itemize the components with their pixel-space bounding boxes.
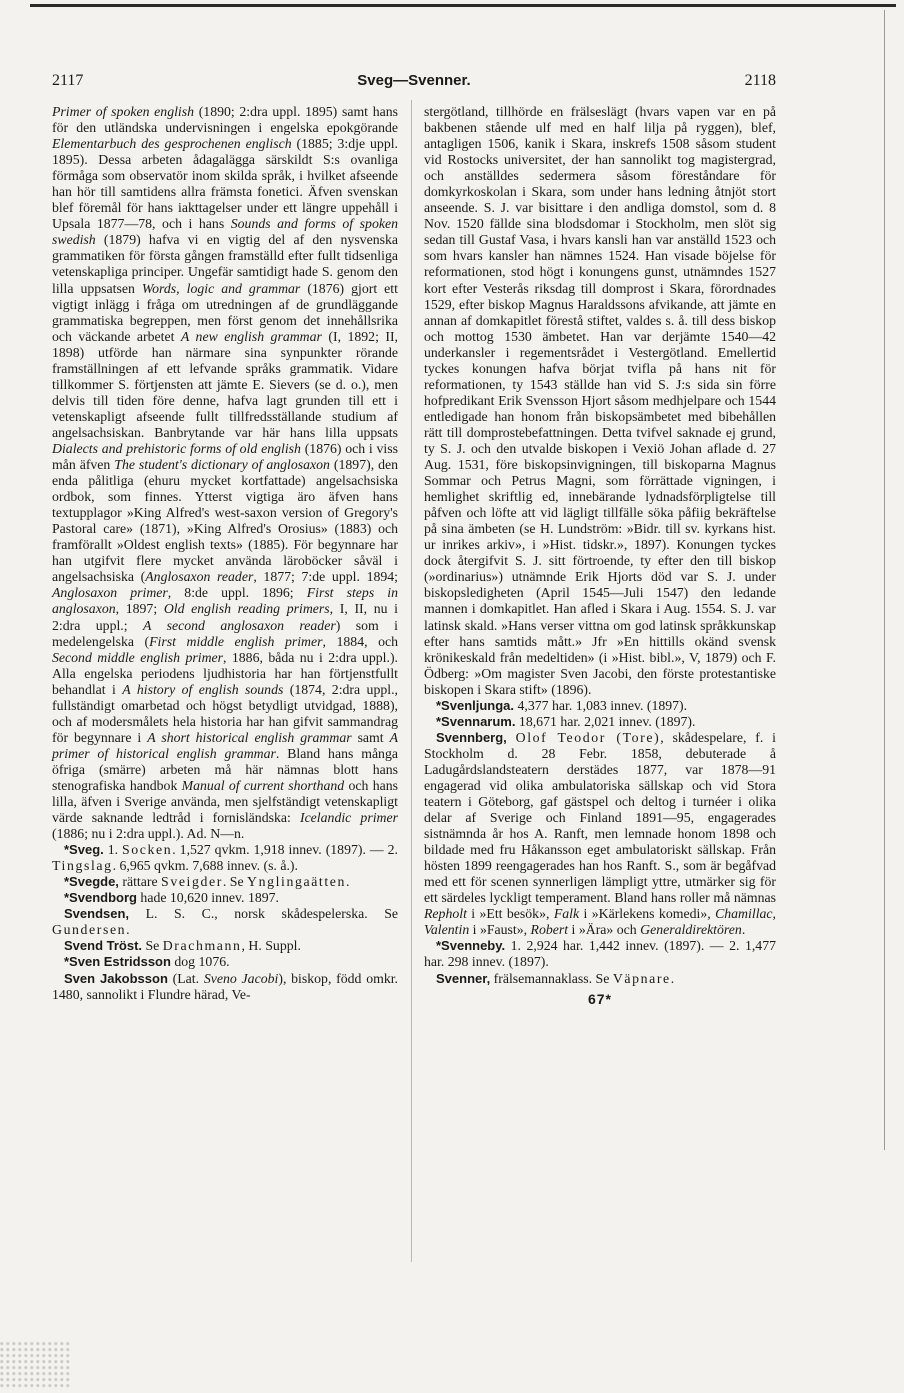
text-run: samt	[351, 729, 390, 745]
text-run: (Lat.	[167, 970, 204, 986]
italic-title: Old english reading primers	[163, 601, 330, 617]
text-run: stergötland, tillhörde en frälseslägt (hvars vapen var en på bakbenen stående ulf med en half lilja på ryggen), blef, antagligen 1506, kanik i Skara, inskrefs 1508 såsom student vid Rostocks universitet, der han sannolikt tog magistergrad, och anställdes sedermera såsom föreståndare för domkyrkoskolan i Skara, som under hans ledning åtnjöt stort anseende. S. J. var bisittare i den andliga domstol, som d. 8 Nov. 1520 fällde sina blodsdomar i Stockholm, men slöt sig sedan till Gustaf Vasa, i hvars kansli han var anställd 1523 och som hvars kansler han nämnes 1524. Han visade böjelse för reformationen, stod högt i konungens gunst, utnämndes 1527 kort efter Vesterås riksdag till domprost i Skara, förordnades 1529, efter biskop Magnus Haraldssons afvikande, att jämte en annan af domkapitlet förestå stiftet, valdes s. å. till dess biskop och mottog 1530 ämbetet. Han var derjämte 1540—42 underkansler i regementsrådet i Vestergötland. Emellertid tyckes konungen hafva börjat tvifla på hans nit för reformationen, ty 1543 ställde han vid S. J:s sida sin förre hofpredikant Erik Svensson Hjort såsom medhjelpare och 1544 entledigade han honom från biskopsämbetet med bibehållen rätt till domprostebefattningen. Detta tvifvel saknade ej grund, ty S. J. och den utvalde biskopen i Vexiö Johan aflade d. 27 Aug. 1531, före biskopsinvigningen, till biskoparna Magnus Sommar och Petrus Magni, som förrättade vigningen, i hemlighet skriftlig ed, innebärande lydnadsförpligtelse till påfven och löfte att vid lägligt tillfälle söka påfiig bekräftelse på sina ämbeten (se H. Lundström: »Bidr. till sv. kyrkans hist. ur inrikes arkiv», i »Hist. tidskr.», 1897). Konungen tyckes dock återgifvit S. J. sitt förtroende, ty efter den till biskop (»ordinarius») utnämnde Erik Hjorts död var S. J. under biskopsledigheten (April 1545—Juli 1547) den ledande mannen i domkapitlet. Han afled i Skara i Aug. 1554. S. J. var latinsk skald. »Hans verser vittna om god latinsk språkkunskap efter hans samtids mått.» Jfr »En hittills okänd svensk krönikeskald från medeltiden» (i »Hist. bibl.», V, 1879) och F. Ödberg: »Om magister Sven Jacobi, den förste protestantiske biskopen i Skara stift» (1896).	[424, 104, 776, 697]
text-run: i »Ära» och	[568, 922, 641, 938]
entry-headword: Sven Jakobsson	[64, 970, 168, 986]
spaced-name: Tingslag	[52, 858, 113, 874]
entry-headword: *Svendborg	[64, 890, 137, 906]
text-run: Se	[142, 938, 163, 954]
italic-title: First middle english primer	[149, 633, 323, 649]
printer-signature: 67*	[587, 990, 613, 1007]
text-run: i »Ett besök»,	[466, 906, 554, 922]
running-title: Sveg—Svenner.	[357, 72, 471, 89]
dictionary-entry	[52, 938, 398, 954]
text-run: .	[346, 874, 350, 890]
text-run: L. S. C., norsk skådespelerska. Se	[129, 906, 398, 922]
page-edge-rule	[884, 10, 885, 1150]
continued-paragraph	[52, 104, 398, 842]
text-run: , 1877; 7:de uppl. 1894;	[253, 569, 398, 585]
right-column	[424, 104, 776, 1007]
text-run: , 1884, och	[322, 633, 398, 649]
italic-title: Robert	[530, 922, 569, 938]
italic-title: Primer of spoken english	[52, 104, 195, 119]
italic-title: Elementarbuch des gesprochenen englisch	[52, 136, 292, 152]
italic-title: Anglosaxon primer	[52, 585, 168, 601]
dictionary-entry	[52, 954, 398, 970]
scan-speckle	[0, 1340, 70, 1390]
text-run: , 1897;	[115, 601, 164, 617]
spaced-name: Olof Teodor (Tore)	[515, 729, 661, 745]
text-run: . Se	[222, 874, 248, 890]
italic-title: Words, logic and grammar	[141, 280, 301, 296]
italic-title: Anglosaxon reader	[145, 569, 254, 585]
top-rule	[30, 4, 896, 7]
italic-title: The student's dictionary of anglosaxon	[114, 457, 330, 473]
italic-title: First steps in anglosaxon	[52, 585, 398, 617]
dictionary-entry	[52, 971, 398, 1003]
italic-title: Dialects and prehistoric forms of old english	[52, 440, 301, 456]
text-run: .	[741, 922, 746, 938]
italic-title: Second middle english primer	[52, 649, 224, 665]
italic-title: A short historical english grammar	[147, 729, 352, 745]
page-number-left: 2117	[52, 72, 84, 89]
text-run: . 1,527 qvkm. 1,918 innev. (1897). — 2.	[172, 842, 398, 858]
text-run: 1. 2,924 har. 1,442 innev. (1897). — 2. 1,477 har. 298 innev. (1897).	[424, 938, 776, 970]
entry-headword: Svend Tröst.	[64, 938, 143, 954]
text-run: ) som i medelengelska (	[52, 617, 398, 649]
text-run: . Bland hans många öfriga (smärre) arbeten må här nämnas blott hans stenografiska handbok	[52, 745, 398, 793]
dictionary-entry	[52, 874, 398, 890]
text-run: (1874, 2:dra uppl., fullständigt omarbetad och högst betydligt utvidgad, 1888), och af modersmålets hela historia har han gifvit sammandrag för begynnare i	[52, 681, 398, 745]
spaced-name: Väpnare	[612, 970, 671, 986]
text-run: (I, 1892; II, 1898) utförde han närmare sina synpunkter rörande framställningen af ett lefvande språks grammatik. Vidare tillkommer S. förtjensten att jämte E. Sievers (se d. o.), men delvis till tiden före denne, hafva lagt grunden till ett i vetenskapligt afseende fullt tillfredsställande studium af angelsachsiskan. Banbrytande var här hans lilla uppsats	[52, 328, 398, 440]
italic-title: Chamillac, Valentin	[424, 906, 776, 938]
text-run: frälsemannaklass. Se	[490, 970, 613, 986]
text-run: 1.	[103, 842, 123, 858]
text-run: (1876) gjort ett vigtigt inlägg i fråga om utredningen af de grundläggande grammatiska begreppen, men först genom det innehållsrika och väckande arbetet	[52, 280, 398, 344]
text-run: ), biskop, född omkr. 1480, sannolikt i Flundre härad, Ve-	[52, 970, 398, 1002]
entry-headword: *Svenljunga.	[436, 697, 515, 713]
left-column	[52, 104, 398, 1003]
italic-title: A primer of historical english grammar	[52, 729, 398, 761]
entry-headword: *Sveg.	[64, 842, 104, 858]
spaced-name: Socken	[122, 842, 173, 858]
dictionary-entry	[52, 842, 398, 874]
italic-title: Manual of current shorthand	[181, 777, 345, 793]
text-run: hade 10,620 innev. 1897.	[136, 890, 279, 906]
continued-paragraph	[424, 104, 776, 698]
italic-title: Sounds and forms of spoken swedish	[52, 216, 398, 248]
spaced-name: Ynglingaätten	[247, 874, 347, 890]
page-header	[52, 72, 776, 94]
text-run: , I, II, nu i 2:dra uppl.;	[52, 601, 399, 633]
italic-title: Generaldirektören	[640, 922, 742, 938]
dictionary-entry	[424, 971, 776, 987]
entry-headword: Svenner,	[436, 970, 491, 986]
text-run: , skådespelare, f. i Stockholm d. 28 Febr. 1858, debuterade å Ladugårdslandsteatern derstädes 1877, var 1878—91 engagerad vid olika ambulatoriska sällskap och vid Stora teatern i Göteborg, gaf gästspel och deltog i turnéer i olika delar af Sverige och Finland 1891—95, engagerades sistnämnda år hos A. Ranft, men lemnade honom 1898 och bildade med fru Håkansson eget ambulatoriskt sällskap. Från hösten 1899 reengagerades han hos Ranft. S., som är begåfvad med ett för scenen synnerligen lämpligt yttre, utmärker sig för ett särdeles lyckligt temperament. Bland hans roller må nämnas	[424, 729, 776, 906]
dictionary-entry	[424, 714, 776, 730]
text-run: .	[126, 922, 130, 938]
entry-headword: *Sven Estridsson	[64, 954, 171, 970]
text-run: i »Kärlekens komedi»,	[579, 906, 716, 922]
spaced-name: Drachmann	[162, 938, 242, 954]
text-run: . 6,965 qvkm. 7,688 innev. (s. å.).	[112, 858, 298, 874]
text-run: , 1886, båda nu i 2:dra uppl.). Alla engelska periodens ljudhistoria har han förtjenstfullt behandlat i	[52, 649, 399, 697]
dictionary-entry	[52, 890, 398, 906]
italic-title: Repholt	[424, 906, 467, 922]
dictionary-entry	[424, 698, 776, 714]
entry-headword: *Svenneby.	[436, 938, 506, 954]
text-run: (1890; 2:dra uppl. 1895) samt hans för den utländska undervisningen i engelska epokgörande	[52, 104, 398, 136]
italic-title: A history of english sounds	[122, 681, 284, 697]
text-run: 18,671 har. 2,021 innev. (1897).	[515, 713, 696, 729]
entry-headword: Svennberg,	[436, 729, 507, 745]
spaced-name: Gundersen	[52, 922, 127, 938]
text-run: (1886; nu i 2:dra uppl.). Ad. N—n.	[52, 826, 245, 842]
italic-title: A new english grammar	[180, 328, 322, 344]
italic-title: Falk	[553, 906, 580, 922]
text-run: (1885; 3:dje uppl. 1895). Dessa arbeten ådagalägga särskildt S:s ovanliga förmåga som observatör inom skilda språk, i hvilket afseende han hör till samtidens allra främsta fonetici. Äfven svenskan blef föremål för hans iakttagelser under ett längre uppehåll i Upsala 1877—78, och i hans	[52, 136, 398, 232]
spaced-name: Sveigder	[161, 874, 223, 890]
dictionary-entry	[52, 906, 398, 938]
italic-title: A second anglosaxon reader	[143, 617, 336, 633]
text-run: (1876) och i viss mån äfven	[52, 440, 398, 473]
text-run: (1879) hafva vi en vigtig del af den nysvenska grammatiken för första gången framställd efter fullt tidsenliga vetenskapliga principer. Ungefär samtidigt hade S. genom den lilla uppsatsen	[52, 232, 398, 296]
text-run: , 8:de uppl. 1896;	[167, 585, 307, 601]
text-run: , H. Suppl.	[241, 938, 301, 954]
italic-title: Icelandic primer	[299, 810, 398, 826]
text-run: 4,377 har. 1,083 innev. (1897).	[514, 697, 688, 713]
text-run: rättare	[118, 874, 162, 890]
text-run	[507, 730, 516, 745]
entry-headword: *Svegde,	[64, 874, 119, 890]
column-divider	[411, 100, 412, 1262]
entry-headword: Svendsen,	[64, 906, 130, 922]
dictionary-entry	[424, 730, 776, 939]
text-run: i »Faust»,	[469, 922, 531, 938]
text-run: .	[670, 970, 675, 986]
text-run: dog 1076.	[170, 954, 230, 970]
page-number-right: 2118	[744, 72, 776, 89]
text-run: och hans lilla, äfven i Sverige använda, men sjelfständigt vetenskapligt värde saknande ledtråd i fornisländska:	[52, 777, 398, 826]
italic-title: Sveno Jacobi	[203, 970, 279, 986]
dictionary-entry	[424, 938, 776, 970]
text-run: (1897), den enda pålitliga (ehuru mycket kortfattade) angelsachsiska ordbok, som finnes. Ytterst vigtiga äro äfven hans textupplagor »King Alfred's west-saxon version of Gregory's Pastoral care» (1871), »King Alfred's Orosius» (1883) och framförallt »Oldest english texts» (1885). För begynnare har han utgifvit flere mycket använda läroböcker såväl i angelsachsiska (	[52, 457, 398, 585]
entry-headword: *Svennarum.	[436, 713, 516, 729]
